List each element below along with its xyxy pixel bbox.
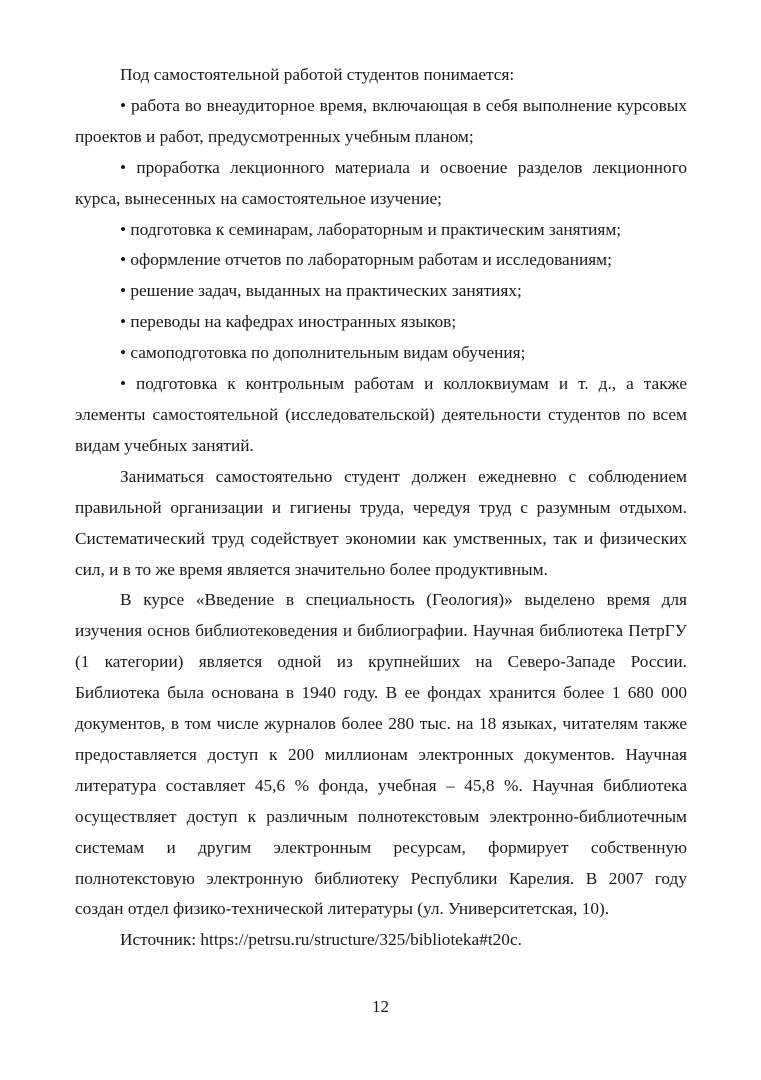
bullet-item-5: • решение задач, выданных на практических занятиях; — [120, 281, 522, 301]
bullet-item-3: • подготовка к семинарам, лабораторным и практическим занятиям; — [120, 219, 622, 239]
intro-paragraph: Под самостоятельной работой студентов понимается: — [120, 65, 515, 84]
bullet-item-6: • переводы на кафедрах иностранных языков; — [120, 312, 457, 332]
study-habits-paragraph: Заниматься самостоятельно студент должен ежедневно с соблюдением правильной организации и гигиены труда, чередуя труд с разумным отдыхом. Систематический труд содействует экономии как умственных, так и физических сил, и в то же время является значительно более продуктивным. — [75, 466, 687, 579]
bullet-item-8: • подготовка к контрольным работам и коллоквиумам и т. д., а также элементы самостоятельной (исследовательской) деятельности студентов по всем видам учебных занятий. — [75, 374, 687, 455]
page-number: 12 — [372, 997, 389, 1016]
text-body — [75, 60, 687, 956]
bullet-item-2: • проработка лекционного материала и освоение разделов лекционного курса, вынесенных на самостоятельное изучение; — [75, 157, 687, 208]
source-line: Источник: https://petrsu.ru/structure/325/biblioteka#t20c. — [120, 930, 522, 950]
bullet-item-4: • оформление отчетов по лабораторным работам и исследованиям; — [120, 250, 612, 270]
bullet-item-7: • самоподготовка по дополнительным видам обучения; — [120, 343, 526, 363]
library-paragraph: В курсе «Введение в специальность (Геология)» выделено время для изучения основ библиотековедения и библиографии. Научная библиотека ПетрГУ (1 категории) является одной из крупнейших на Северо-Западе России. Библиотека была основана в 1940 году. В ее фондах хранится более 1 680 000 документов, в том числе журналов более 280 тыс. на 18 языках, читателям также предоставляется доступ к 200 миллионам электронных документов. Научная литература составляет 45,6 % фонда, учебная – 45,8 %. Научная библиотека осуществляет доступ к различным полнотекстовым электронно-библиотечным системам и другим электронным ресурсам, формирует собственную полнотекстовую электронную библиотеку Республики Карелия. В 2007 году создан отдел физико-технической литературы (ул. Университетская, 10). — [75, 590, 687, 919]
bullet-item-1: • работа во внеаудиторное время, включающая в себя выполнение курсовых проектов и работ, предусмотренных учебным планом; — [75, 95, 687, 146]
